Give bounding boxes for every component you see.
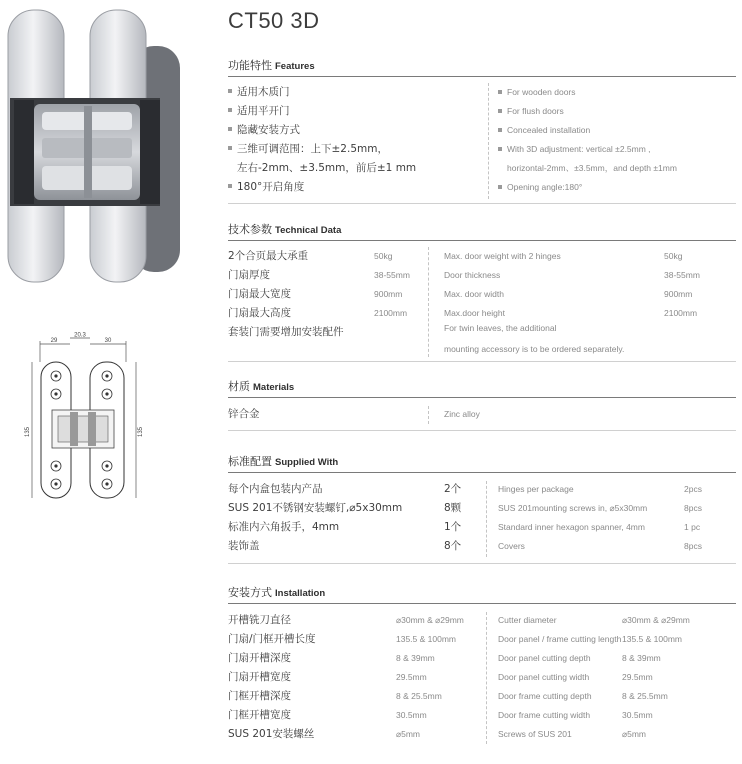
materials-title-en: Materials bbox=[253, 382, 295, 393]
supplied-cn-label: 装饰盖 bbox=[228, 540, 260, 552]
feature-en-item-text: For wooden doors bbox=[507, 87, 576, 97]
hinge-product-photo bbox=[4, 6, 182, 286]
supplied-cn-label: SUS 201不锈钢安装螺钉,⌀5x30mm bbox=[228, 502, 403, 514]
feature-cn-item-text: 180°开启角度 bbox=[237, 181, 305, 193]
feature-en-item bbox=[498, 159, 677, 178]
materials-en: Zinc alloy bbox=[444, 409, 480, 419]
features-title-cn: 功能特性 bbox=[228, 59, 272, 72]
feature-en-item bbox=[498, 140, 651, 159]
tech-en-value: 50kg bbox=[664, 251, 683, 261]
install-en-label: Screws of SUS 201 bbox=[498, 729, 572, 739]
bullet-icon bbox=[228, 184, 232, 188]
materials-section bbox=[228, 378, 736, 420]
bullet-icon bbox=[228, 108, 232, 112]
supplied-en-qty: 8pcs bbox=[684, 541, 702, 551]
dim-left: 135 bbox=[25, 426, 31, 438]
technical-note-line2: mounting accessory is to be ordered separately. bbox=[444, 344, 625, 354]
installation-section bbox=[228, 584, 736, 740]
feature-cn-item bbox=[228, 178, 304, 197]
hinge-technical-drawing bbox=[24, 332, 152, 510]
supplied-cn-qty: 8个 bbox=[444, 540, 462, 552]
feature-en-item bbox=[498, 121, 590, 140]
tech-en-value: 38-55mm bbox=[664, 270, 700, 280]
materials-cn: 锌合金 bbox=[228, 408, 260, 420]
feature-en-item bbox=[498, 178, 582, 197]
supplied-section bbox=[228, 453, 736, 552]
tech-en-label: Max.door height bbox=[444, 308, 505, 318]
dim-top-right: 30 bbox=[104, 338, 112, 344]
feature-en-item-text: Concealed installation bbox=[507, 125, 591, 135]
supplied-cn-qty: 2个 bbox=[444, 483, 462, 495]
install-en-label: Door frame cutting width bbox=[498, 710, 591, 720]
feature-cn-item bbox=[228, 83, 290, 102]
tech-cn-value: 38-55mm bbox=[374, 270, 410, 280]
tech-en-label: Door thickness bbox=[444, 270, 501, 280]
install-cn-value: 8 & 25.5mm bbox=[396, 691, 442, 701]
feature-cn-item-text: 适用平开门 bbox=[237, 105, 290, 117]
install-cn-label: 门框开槽宽度 bbox=[228, 709, 291, 721]
supplied-en-label: SUS 201mounting screws in, ⌀5x30mm bbox=[498, 503, 648, 513]
bullet-icon bbox=[228, 89, 232, 93]
tech-cn-label: 门扇最大高度 bbox=[228, 307, 291, 319]
install-en-label: Door panel cutting depth bbox=[498, 653, 591, 663]
install-cn-value: 29.5mm bbox=[396, 672, 427, 682]
feature-en-item bbox=[498, 102, 564, 121]
bullet-icon bbox=[498, 185, 502, 189]
install-cn-label: 门框开槽深度 bbox=[228, 690, 291, 702]
tech-cn-value: 50kg bbox=[374, 251, 393, 261]
install-en-value: ⌀30mm & ⌀29mm bbox=[622, 615, 690, 625]
bullet-icon bbox=[498, 128, 502, 132]
tech-cn-label: 门扇厚度 bbox=[228, 269, 270, 281]
feature-en-item-text: horizontal-2mm、±3.5mm，and depth ±1mm bbox=[507, 163, 677, 173]
install-en-value: 8 & 25.5mm bbox=[622, 691, 668, 701]
install-cn-label: 开槽铣刀直径 bbox=[228, 614, 291, 626]
feature-en-item-text: For flush doors bbox=[507, 106, 564, 116]
feature-en-item bbox=[498, 83, 576, 102]
install-en-label: Door panel / frame cutting length bbox=[498, 634, 622, 644]
supplied-en-qty: 2pcs bbox=[684, 484, 702, 494]
supplied-title-cn: 标准配置 bbox=[228, 455, 272, 468]
materials-header bbox=[228, 378, 736, 398]
install-cn-label: 门扇开槽宽度 bbox=[228, 671, 291, 683]
install-en-value: 8 & 39mm bbox=[622, 653, 661, 663]
install-cn-label: SUS 201安装螺丝 bbox=[228, 728, 315, 740]
feature-cn-item-text: 适用木质门 bbox=[237, 86, 290, 98]
dim-top-left: 29 bbox=[50, 338, 58, 344]
bullet-icon bbox=[498, 109, 502, 113]
installation-title-cn: 安装方式 bbox=[228, 586, 272, 599]
tech-cn-value: 900mm bbox=[374, 289, 403, 299]
feature-cn-item bbox=[228, 159, 416, 178]
tech-en-value: 900mm bbox=[664, 289, 693, 299]
install-cn-label: 门扇开槽深度 bbox=[228, 652, 291, 664]
feature-cn-item-text: 左右-2mm、±3.5mm，前后±1 mm bbox=[237, 162, 417, 174]
supplied-cn-qty: 1个 bbox=[444, 521, 462, 533]
tech-cn-value: 2100mm bbox=[374, 308, 408, 318]
install-cn-value: ⌀30mm & ⌀29mm bbox=[396, 615, 464, 625]
dim-top-mid: 20.3 bbox=[74, 332, 86, 339]
install-cn-label: 门扇/门框开槽长度 bbox=[228, 633, 316, 645]
supplied-en-label: Standard inner hexagon spanner, 4mm bbox=[498, 522, 645, 532]
feature-cn-item-text: 隐藏安装方式 bbox=[237, 124, 300, 136]
tech-cn-label: 套装门需要增加安装配件 bbox=[228, 326, 344, 338]
install-en-label: Door panel cutting width bbox=[498, 672, 590, 682]
supplied-cn-label: 每个内盒包装内产品 bbox=[228, 483, 323, 495]
bullet-icon bbox=[228, 127, 232, 131]
features-title-en: Features bbox=[275, 61, 315, 72]
supplied-header bbox=[228, 453, 736, 473]
features-section bbox=[228, 57, 736, 193]
tech-en-label: For twin leaves, the additional bbox=[444, 323, 557, 333]
tech-en-label: Max. door weight with 2 hinges bbox=[444, 251, 561, 261]
install-en-value: 29.5mm bbox=[622, 672, 653, 682]
installation-header bbox=[228, 584, 736, 604]
features-header bbox=[228, 57, 736, 77]
tech-en-value: 2100mm bbox=[664, 308, 698, 318]
feature-cn-item bbox=[228, 121, 300, 140]
install-en-value: ⌀5mm bbox=[622, 729, 647, 739]
technical-title-en: Technical Data bbox=[275, 225, 342, 236]
supplied-title-en: Supplied With bbox=[275, 457, 339, 468]
install-cn-value: 135.5 & 100mm bbox=[396, 634, 457, 644]
supplied-en-qty: 1 pc bbox=[684, 522, 701, 532]
supplied-en-qty: 8pcs bbox=[684, 503, 702, 513]
tech-cn-label: 门扇最大宽度 bbox=[228, 288, 291, 300]
install-en-value: 135.5 & 100mm bbox=[622, 634, 683, 644]
technical-header bbox=[228, 221, 736, 241]
install-cn-value: 8 & 39mm bbox=[396, 653, 435, 663]
installation-title-en: Installation bbox=[275, 588, 326, 599]
install-en-label: Cutter diameter bbox=[498, 615, 557, 625]
feature-cn-item-text: 三维可调范围：上下±2.5mm， bbox=[237, 143, 388, 155]
feature-cn-item bbox=[228, 102, 290, 121]
feature-en-item-text: Opening angle:180° bbox=[507, 182, 583, 192]
install-cn-value: 30.5mm bbox=[396, 710, 427, 720]
materials-title-cn: 材质 bbox=[228, 380, 250, 393]
supplied-cn-qty: 8颗 bbox=[444, 502, 462, 514]
dim-right: 135 bbox=[138, 426, 144, 438]
supplied-cn-label: 标准内六角扳手，4mm bbox=[228, 521, 340, 533]
install-en-value: 30.5mm bbox=[622, 710, 653, 720]
product-title: CT50 3D bbox=[228, 8, 320, 33]
install-en-label: Door frame cutting depth bbox=[498, 691, 592, 701]
supplied-en-label: Covers bbox=[498, 541, 525, 551]
feature-cn-item bbox=[228, 140, 388, 159]
install-cn-value: ⌀5mm bbox=[396, 729, 421, 739]
supplied-en-label: Hinges per package bbox=[498, 484, 574, 494]
tech-en-label: Max. door width bbox=[444, 289, 504, 299]
bullet-icon bbox=[228, 146, 232, 150]
feature-en-item-text: With 3D adjustment: vertical ±2.5mm , bbox=[507, 144, 651, 154]
bullet-icon bbox=[498, 90, 502, 94]
tech-cn-label: 2个合页最大承重 bbox=[228, 250, 309, 262]
technical-section bbox=[228, 221, 736, 354]
technical-title-cn: 技术参数 bbox=[228, 223, 272, 236]
bullet-icon bbox=[498, 147, 502, 151]
